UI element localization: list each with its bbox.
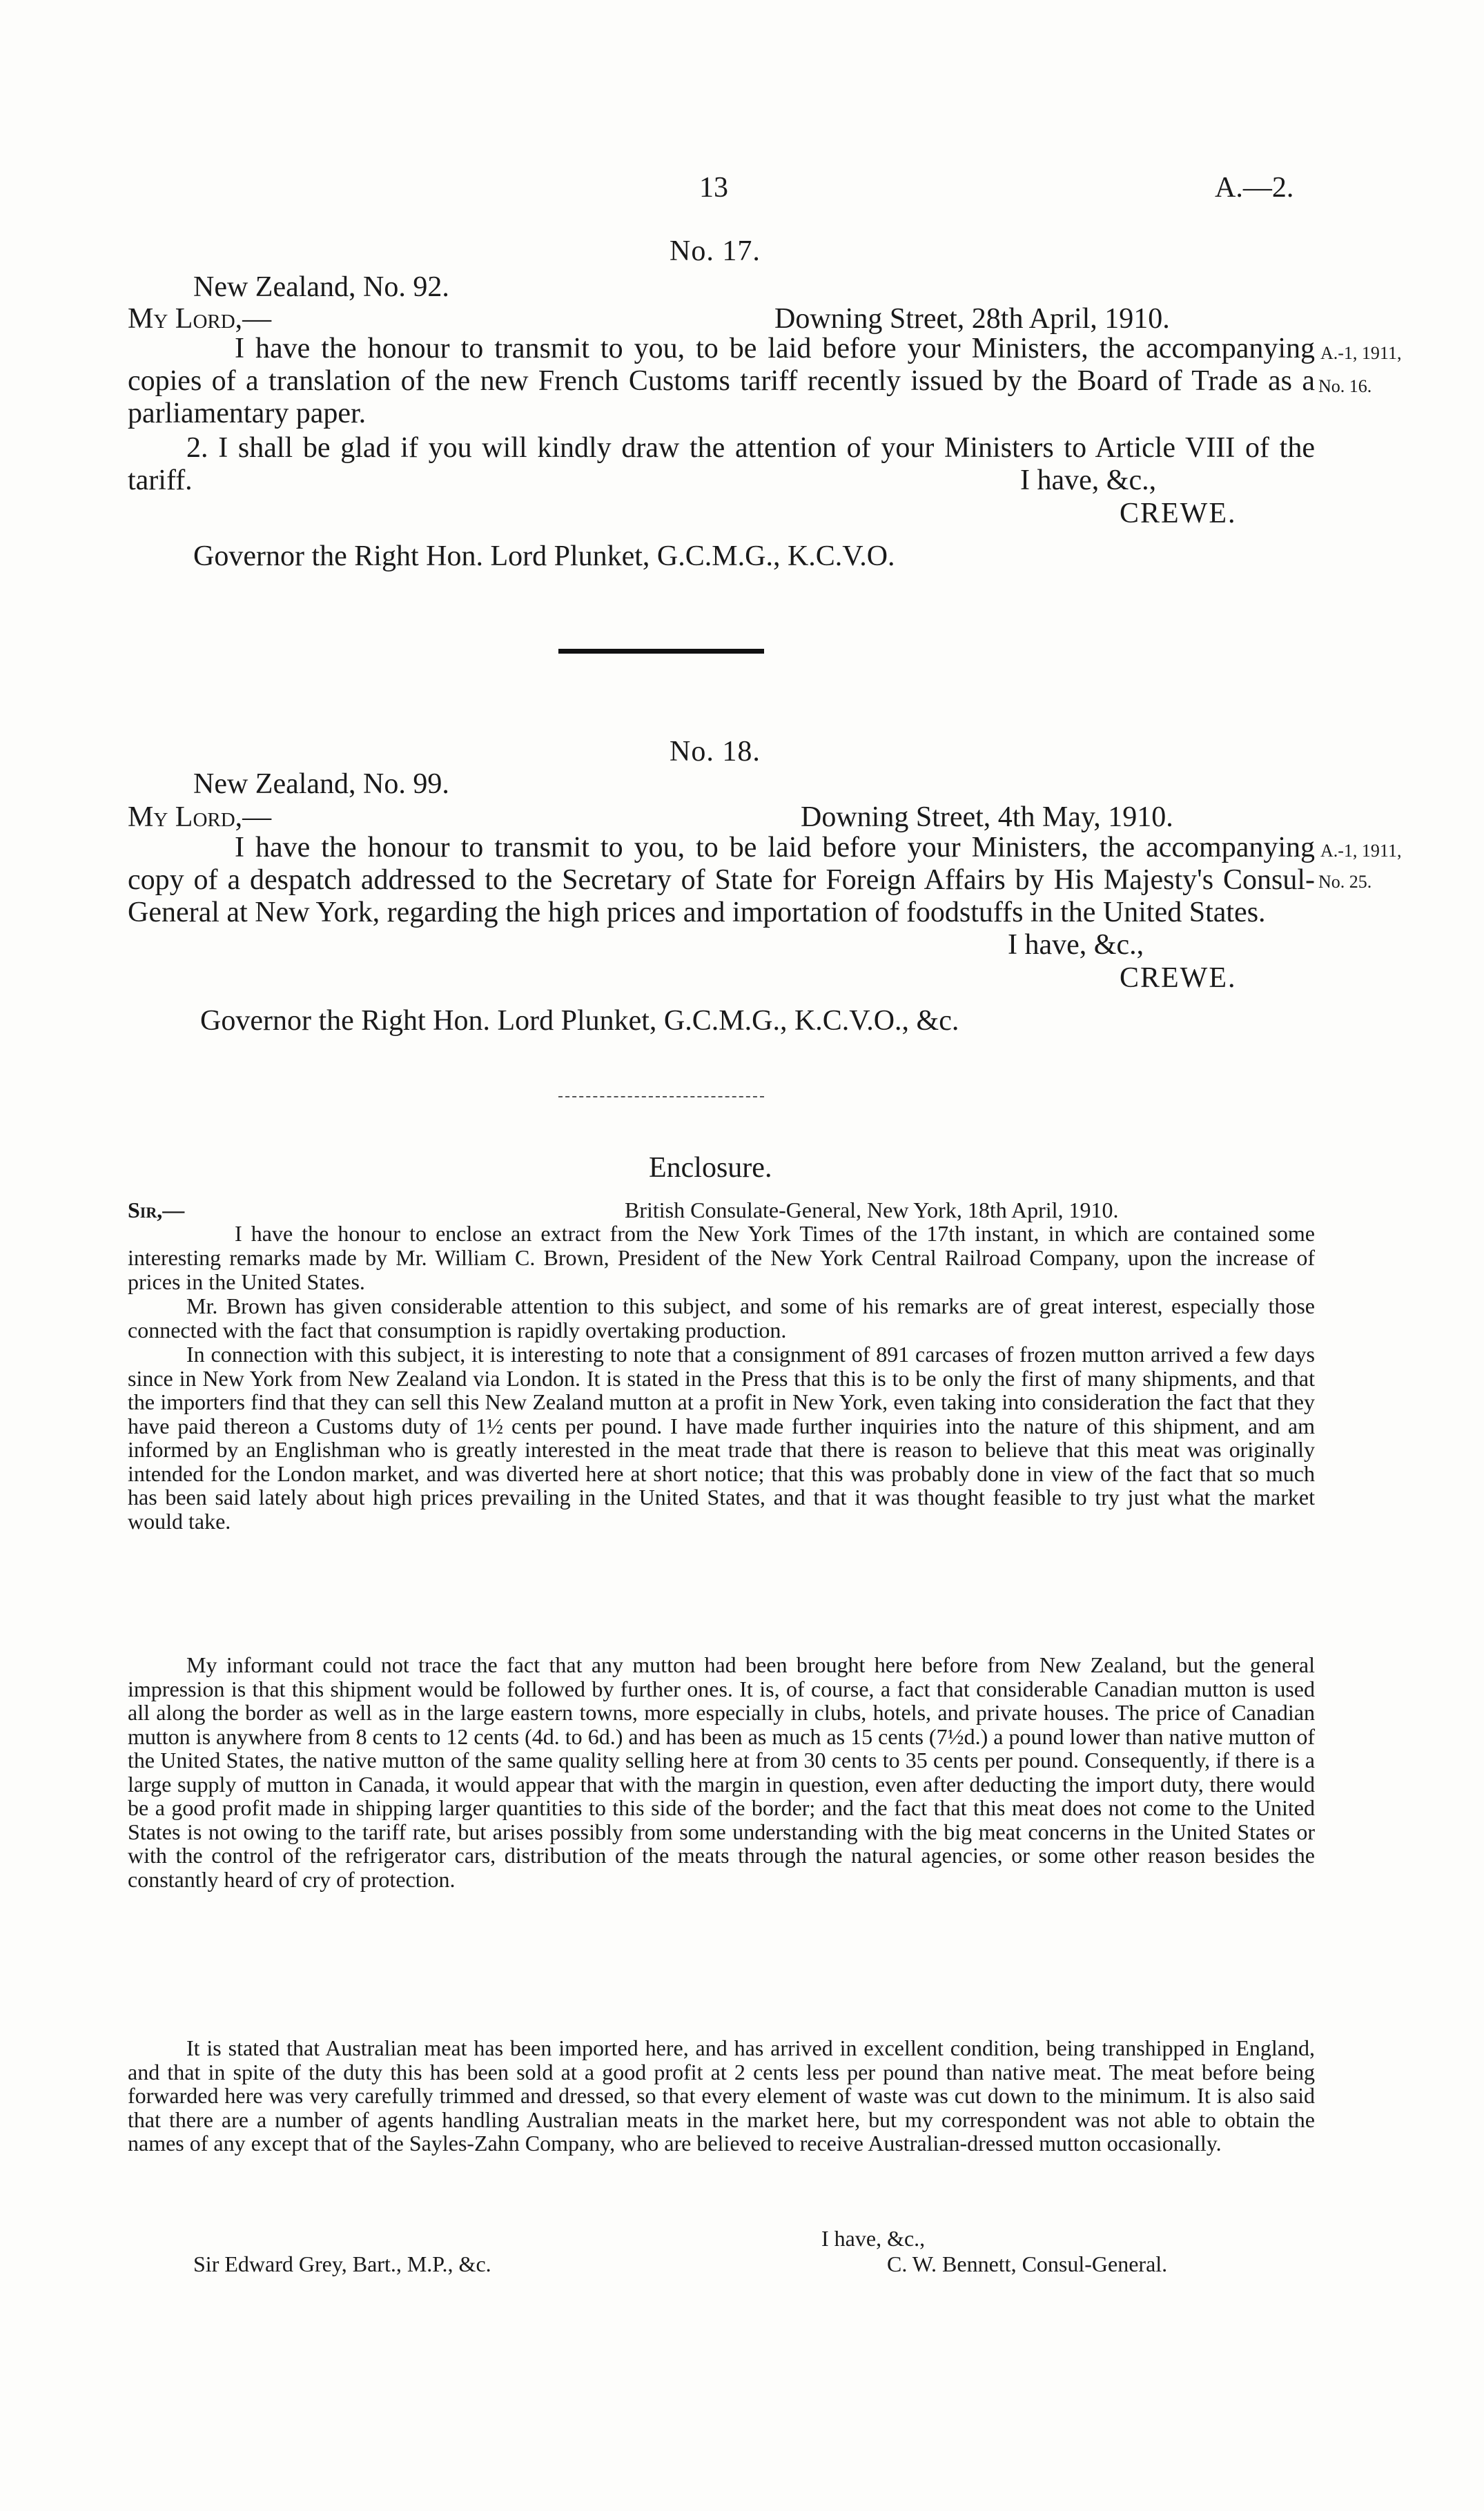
enclosure-paragraph: I have the honour to enclose an extract from the New York Times of the 17th instant, in which are contained some interesting remarks made by Mr. William C. Brown, President of the New York Central Railroad Company, upon the increase of prices in the United States. — [128, 1221, 1315, 1294]
enclosure-paragraph: My informant could not trace the fact that any mutton had been brought here before from New Zealand, but the general impression is that this shipment would be followed by further ones. It is, of course, a fact that considerable Canadian mutton is used all along the border as well as in the large eastern towns, more especially in clubs, hotels, and private houses. The price of Canadian mutton is anywhere from 8 cents to 12 cents (4d. to 6d.) and has been as much as 15 cents (7½d.) a pound lower than native mutton of the United States, the native mutton of the same quality selling here at from 30 cents to 35 cents per pound. Consequently, if there is a large supply of mutton in Canada, it would appear that with the margin in question, even after deducting the import duty, there would be a good profit made in shipping larger quantities to this side of the border; and the fact that this meat does not come to the United States is not owing to the tariff rate, but arises possibly from some understanding with the big meat concerns in the United States or with the control of the refrigerator cars, distribution of the meats through the natural agencies, or some other reason besides the constantly heard of cry of protection. — [128, 1652, 1315, 1892]
signature: CREWE. — [1120, 498, 1237, 529]
place-date: Downing Street, 28th April, 1910. — [774, 303, 1170, 335]
enclosure-paragraph: Mr. Brown has given considerable attention to this subject, and some of his remarks are of great interest, especially those connected with the fact that consumption is rapidly overtaking production. — [128, 1293, 1315, 1342]
closing: I have, &c., — [1020, 465, 1157, 496]
letter-paragraph: I have the honour to transmit to you, to be laid before your Ministers, the accompanying copies of a translation of the new French Customs tariff recently issued by the Board of Trade as a parliamentary paper. — [128, 333, 1315, 429]
section-divider — [558, 649, 764, 654]
enclosure-paragraph: In connection with this subject, it is interesting to note that a consignment of 891 carcases of frozen mutton arrived a few days since in New York from New Zealand via London. It is stated in the Press that this is to be only the first of many shipments, and that the importers find that they can sell this New Zealand mutton at a profit in New York, even taking into consideration the fact that they have paid thereon a Customs duty of 1½ cents per pound. I have made further inquiries into the nature of this shipment, and am informed by an Englishman who is greatly interested in the meat trade that there is reason to believe that this meat was originally intended for the London market, and was diverted here at short notice; that this was probably done in view of the fact that so much has been said lately about high prices prevailing in the United States, and that it was thought feasible to try just what the market would take. — [128, 1342, 1315, 1534]
letter-number: No. 17. — [670, 235, 761, 267]
salutation: My Lord,— — [128, 303, 272, 335]
enclosure-title: Enclosure. — [649, 1152, 772, 1184]
section-divider — [558, 1096, 764, 1099]
margin-reference-no: No. 25. — [1318, 872, 1372, 892]
closing: I have, &c., — [821, 2226, 926, 2251]
margin-reference-no: No. 16. — [1318, 376, 1372, 396]
recipient: Governor the Right Hon. Lord Plunket, G.C.M.G., K.C.V.O. — [193, 540, 895, 572]
addressee-ref: New Zealand, No. 92. — [193, 271, 449, 303]
salutation: Sir,— — [128, 1198, 185, 1222]
signature: C. W. Bennett, Consul-General. — [887, 2251, 1168, 2276]
salutation: My Lord,— — [128, 801, 272, 833]
closing: I have, &c., — [1008, 929, 1144, 961]
recipient: Governor the Right Hon. Lord Plunket, G.C.M.G., K.C.V.O., &c. — [200, 1005, 959, 1037]
signature: CREWE. — [1120, 962, 1237, 994]
margin-reference: A.-1, 1911, — [1320, 343, 1402, 363]
recipient: Sir Edward Grey, Bart., M.P., &c. — [193, 2251, 491, 2276]
margin-reference: A.-1, 1911, — [1320, 841, 1402, 861]
enclosure-paragraph: It is stated that Australian meat has been imported here, and has arrived in excellent condition, being transhipped in England, and that in spite of the duty this has been sold at a good profit at 2 cents less per pound than native meat. The meat before being forwarded here was very carefully trimmed and dressed, so that every element of waste was cut down to the minimum. It is also said that there are a number of agents handling Australian meats in the market here, but my correspondent was not able to obtain the names of any except that of the Sayles-Zahn Company, who are believed to receive Australian-dressed mutton occasionally. — [128, 2035, 1315, 2156]
page-number: 13 — [699, 172, 728, 204]
letter-paragraph: 2. I shall be glad if you will kindly draw the attention of your Ministers to Article VIII of the tariff. — [128, 432, 1315, 496]
place-date: Downing Street, 4th May, 1910. — [801, 801, 1173, 833]
document-reference: A.—2. — [1215, 172, 1294, 204]
letter-paragraph: I have the honour to transmit to you, to be laid before your Ministers, the accompanying copy of a despatch addressed to the Secretary of State for Foreign Affairs by His Majesty's Consul-General at New York, regarding the high prices and importation of foodstuffs in the United States. — [128, 832, 1315, 928]
place-date: British Consulate-General, New York, 18th April, 1910. — [625, 1198, 1119, 1222]
addressee-ref: New Zealand, No. 99. — [193, 768, 449, 800]
letter-number: No. 18. — [670, 736, 761, 768]
